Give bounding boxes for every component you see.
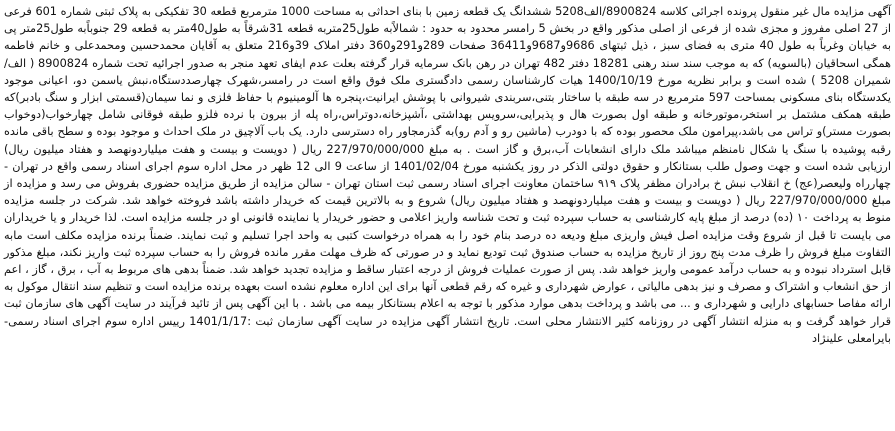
- auction-notice-text: آگهی مزایده مال غیر منقول پرونده اجرائی کلاسه 8900824/الف5208 ششدانگ یک قطعه زمین با بنای احداثی به مساحت 1000 مترمربع قطعه 30 تفکیکی به پلاک ثبتی شماره 601 فرعی از 27 اصلی مفروز و مجزی شده از فرعی از اصلی مذکور واقع در بخش 5 رامسر محدود به حدود : شمالاًبه طول25متربه قطعه 31شرقاً به طول40متر به قطعه 29 جنوباًبه طول25متر پی به خیابان وغرباً به طول 40 متری به فضای سبز ، ذیل ثبتهای 9686و9687و36411 صفحات 289و291و360 دفتر املاک 39و216 متعلق به آقایان محمدحسین ومحمدعلی و خانم فاطمه همگی اسحاقیان (بالسویه) که به موجب سند سند رهنی 18281 دفتر 482 تهران در رهن بانک سرمایه قرار گرفته بعلت عدم ایفای تعهد منجر به صدور اجرائیه تحت شماره 8900824 ( الف/ شمیران 5208 ) شده است و برابر نظریه مورخ 1400/10/19 هیات کارشناسان رسمی دادگستری ملک فوق واقع است در رامسر،شهرک چهارصددستگاه،نبش یاسمن دو، اعیانی موجود یکدستگاه بنای مسکونی بمساحت 597 مترمربع در سه طبقه با ساختار بتنی،سربندی شیروانی با پوشش ایرانیت،پنجره ها آلومینیوم با حفاظ فلزی و نما سیمان(قسمتی ابزار و سنگ بادبر)که طبقه همکف مشتمل بر استخر،موتورخانه و طبقه اول بصورت هال و پذیرایی،سرویس بهداشتی ،آشپزخانه،دوتراس،راه پله از بیرون با نرده فلزو طبقه فوقانی شامل چهارخواب(دوخواب بصورت مستر)و تراس می باشد،پیرامون ملک محصور بوده که با دودرب (ماشین رو و آدم رو)به گذرمجاور راه دسترسی دارد. یک باب آلاچیق در ملک احداث و موجود بوده و سطح باقی مانده رقبه پوشیده با سنگ یا شکال نامنظم میباشد ملک دارای انشعابات آب،برق و گاز است . به مبلغ 227/970/000/000 ریال ( دویست و بیست و هفت میلیاردونهصد و هفتاد میلیون ریال) ارزیابی شده است و جهت وصول طلب بستانکار و حقوق دولتی الذکر در روز یکشنبه مورخ 1401/02/04 از ساعت 9 الی 12 ظهر در محل اداره سوم اجرای اسناد رسمی واقع در تهران - چهارراه ولیعصر(عج) خ انقلاب نبش خ برادران مظفر پلاک ۹۱۹ ساختمان معاونت اجرای اسناد رسمی ثبت استان تهران - سالن مزایده از طریق مزایده حضوری بفروش می رسد و مزایده از مبلغ 227/970/000/000 ریال ( دویست و بیست و هفت میلیاردونهصد و هفتاد میلیون ریال) شروع و به بالاترین قیمت که خریدار داشته باشد فروخته خواهد شد. شرکت در جلسه مزایده منوط به پرداخت ۱۰ (ده) درصد از مبلغ پایه کارشناسی به حساب سپرده ثبت و تحت شناسه واریز اعلامی و حضور خریدار یا نماینده قانونی او در جلسه مزایده است. لذا خریدار و یا خریداران می بایست تا قبل از شروع وقت مزایده اصل فیش واریزی مبلغ ودیعه ده درصد بنام خود را به همراه درخواست کتبی به واحد اجرا تسلیم و ثبت نمایند. ضمناً برنده مزایده مکلف است مابه التفاوت مبلغ فروش را ظرف مدت پنج روز از تاریخ مزایده به حساب صندوق ثبت تودیع نماید و در صورتی که ظرف مهلت مقرر مانده فروش را به حساب سپرده ثبت واریز نکند، مبلغ مذکور قابل استرداد نبوده و به حساب درآمد عمومی واریز خواهد شد. پس از صورت عملیات فروش از درجه اعتبار ساقط و مزایده تجدید خواهد شد. ضمناً بدهی های مربوط به آب ، برق ، گاز ، اعم از حق انشعاب و اشتراک و مصرف و نیز بدهی مالیاتی ، عوارض شهرداری و غیره که رقم قطعی آنها برای این اداره معلوم نشده است بعهده برنده مزایده است و تنظیم سند انتقال موکول به ارائه مفاصا حسابهای دارایی و شهرداری و ... می باشد و پرداخت بدهی موارد مذکور با توجه به اعلام بستانکار بیمه می باشد . با این آگهی پس از تائید فرآیند در سایت آگهی های سازمان ثبت قرار خواهد گرفت و به منزله انتشار آگهی در روزنامه کثیر الانتشار محلی است. تاریخ انتشار آگهی مزایده در سایت آگهی سازمان ثبت :1401/1/17 رییس اداره سوم اجرای اسناد رسمی- بایرامعلی علینژاد: [4, 5, 892, 345]
